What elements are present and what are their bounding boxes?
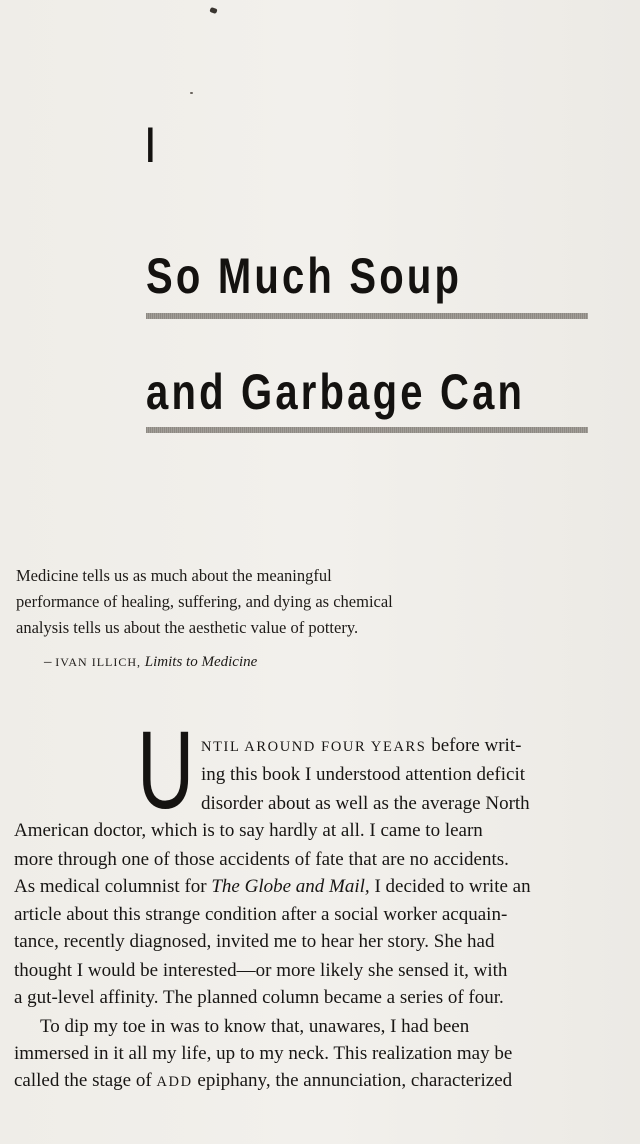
epigraph-line: performance of healing, suffering, and dying as chemical [16,592,393,611]
epigraph-attribution [44,652,257,672]
body-line: more through one of those accidents of fate that are no accidents. [14,849,509,870]
epigraph-line: analysis tells us about the aesthetic value of pottery. [16,618,359,637]
newspaper-title: The Globe and Mail, [211,876,370,897]
small-caps-acronym: ADD [156,1074,193,1090]
attribution-work: Limits to Medicine [144,654,258,670]
body-line: To dip my toe in was to know that, unawares, I had been [40,1016,470,1037]
body-line: American doctor, which is to say hardly at all. I came to learn [14,820,483,841]
attribution-author: IVAN ILLICH, [55,655,142,669]
title-rule [146,313,588,319]
body-line: As medical columnist for The Globe and Mail, I decided to write an [14,876,531,897]
small-caps-opening: NTIL AROUND FOUR YEARS [201,739,427,755]
chapter-title-line-2: and Garbage Can [146,364,526,420]
chapter-number: I [146,117,155,173]
body-line: a gut-level affinity. The planned column became a series of four. [14,987,504,1008]
epigraph-line: Medicine tells us as much about the meaningful [16,566,332,585]
attribution-dash: – [44,654,56,670]
body-line: disorder about as well as the average North [201,793,530,814]
title-rule [146,427,588,433]
body-line: NTIL AROUND FOUR YEARS before writ- [201,735,522,756]
body-line: ing this book I understood attention deficit [201,764,526,785]
ink-speck [209,7,217,14]
body-line: article about this strange condition after a social worker acquain- [14,904,508,925]
chapter-title-line-1: So Much Soup [146,248,463,304]
body-line: tance, recently diagnosed, invited me to hear her story. She had [14,931,495,952]
ink-speck [190,92,193,94]
body-line: thought I would be interested—or more likely she sensed it, with [14,960,508,981]
epigraph [16,563,486,641]
body-line: called the stage of ADD epiphany, the annunciation, characterized [14,1070,513,1091]
body-line: immersed in it all my life, up to my neck. This realization may be [14,1043,513,1064]
drop-cap: U [137,709,195,832]
